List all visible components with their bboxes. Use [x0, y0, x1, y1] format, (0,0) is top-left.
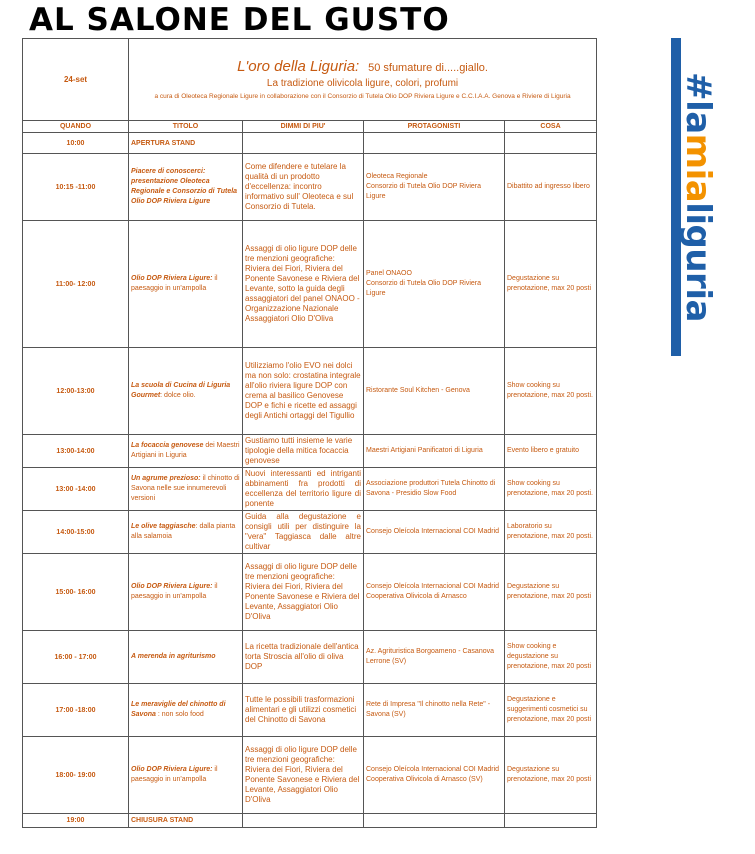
- time-cell: 10:00: [23, 133, 129, 154]
- title-cell: [129, 511, 243, 554]
- protagonists-cell: Rete di Impresa "Il chinotto nella Rete" - Savona (SV): [364, 684, 505, 737]
- title-cell: [129, 435, 243, 468]
- activity-cell: Degustazione su prenotazione, max 20 posti: [505, 737, 597, 814]
- title-cell: [129, 684, 243, 737]
- title-main: Un agrume prezioso:: [131, 475, 201, 482]
- details-cell: Assaggi di olio ligure DOP delle tre menzioni geografiche: Riviera dei Fiori, Riviera del Ponente Savonese e Riviera del Levante, sotto la guida degli assaggiatori del panel ONAOO - Organizzazione Nazionale Assaggiatori Olio D'Oliva: [243, 221, 364, 348]
- title-rest: dei Maestri Artigiani in Liguria: [131, 442, 240, 459]
- col-quando: QUANDO: [23, 121, 129, 133]
- event-subtitle: La tradizione olivicola ligure, colori, profumi: [266, 77, 459, 89]
- title-rest: il paesaggio in un'ampolla: [131, 583, 218, 600]
- event-date: 24-set: [23, 39, 129, 121]
- time-cell: 13:00 -14:00: [23, 468, 129, 511]
- col-protagonisti: PROTAGONISTI: [364, 121, 505, 133]
- protagonists-cell: Maestri Artigiani Panificatori di Liguria: [364, 435, 505, 468]
- activity-cell: Evento libero e gratuito: [505, 435, 597, 468]
- table-row: [23, 133, 597, 154]
- table-row: [23, 221, 597, 348]
- activity-cell: Degustazione e suggerimenti cosmetici su prenotazione, max 20 posti: [505, 684, 597, 737]
- title-main: La scuola di Cucina di Liguria Gourmet: [131, 382, 231, 399]
- col-cosa: COSA: [505, 121, 597, 133]
- empty-cell: [505, 814, 597, 828]
- title-main: Olio DOP Riviera Ligure:: [131, 766, 213, 773]
- table-row: [23, 511, 597, 554]
- title-rest: il paesaggio in un'ampolla: [131, 275, 218, 292]
- time-cell: 12:00-13:00: [23, 348, 129, 435]
- time-cell: 15:00- 16:00: [23, 554, 129, 631]
- schedule-table: [22, 38, 597, 828]
- protagonists-cell: Oleoteca Regionale Consorzio di Tutela Olio DOP Riviera Ligure: [364, 154, 505, 221]
- activity-cell: Show cooking su prenotazione, max 20 posti.: [505, 468, 597, 511]
- time-cell: 14:00-15:00: [23, 511, 129, 554]
- event-header: [129, 39, 597, 121]
- time-cell: 19:00: [23, 814, 129, 828]
- title-cell: [129, 737, 243, 814]
- table-row: [23, 154, 597, 221]
- col-titolo: TITOLO: [129, 121, 243, 133]
- status-cell: CHIUSURA STAND: [129, 814, 243, 828]
- protagonists-cell: Consejo Oleícola Internacional COI Madrid Cooperativa Olivicola di Arnasco: [364, 554, 505, 631]
- logo-liguria: liguria: [678, 202, 718, 322]
- table-row: [23, 814, 597, 828]
- title-cell: [129, 468, 243, 511]
- header-row: [23, 39, 597, 121]
- status-cell: APERTURA STAND: [129, 133, 243, 154]
- table-row: [23, 631, 597, 684]
- lamialiguria-logo: [671, 38, 718, 356]
- activity-cell: Show cooking e degustazione su prenotazione, max 20 posti: [505, 631, 597, 684]
- protagonists-cell: Az. Agrituristica Borgoameno - Casanova Lerrone (SV): [364, 631, 505, 684]
- title-rest: : dalla pianta alla salamoia: [131, 523, 236, 540]
- table-row: [23, 348, 597, 435]
- empty-cell: [505, 133, 597, 154]
- empty-cell: [364, 133, 505, 154]
- title-rest: il chinotto di Savona nelle sue innumerevoli versioni: [131, 475, 240, 502]
- title-cell: [129, 631, 243, 684]
- protagonists-cell: Ristorante Soul Kitchen - Genova: [364, 348, 505, 435]
- details-cell: Assaggi di olio ligure DOP delle tre menzioni geografiche: Riviera dei Fiori, Riviera del Ponente Savonese e Riviera del Levante, Assaggiatori Olio D'Oliva: [243, 554, 364, 631]
- logo-hash: #la: [678, 72, 718, 134]
- empty-cell: [243, 814, 364, 828]
- col-dimmi: DIMMI DI PIU': [243, 121, 364, 133]
- details-cell: Assaggi di olio ligure DOP delle tre menzioni geografiche: Riviera dei Fiori, Riviera del Ponente Savonese e Riviera del Levante, Assaggiatori Olio D'Oliva: [243, 737, 364, 814]
- protagonists-cell: Associazione produttori Tutela Chinotto di Savona - Presidio Slow Food: [364, 468, 505, 511]
- empty-cell: [364, 814, 505, 828]
- protagonists-cell: Panel ONAOO Consorzio di Tutela Olio DOP Riviera Ligure: [364, 221, 505, 348]
- details-cell: Nuovi interessanti ed intriganti abbinamenti fra prodotti di eccellenza del territorio ligure di ponente: [243, 468, 364, 511]
- details-cell: Gustiamo tutti insieme le varie tipologie della mitica focaccia genovese: [243, 435, 364, 468]
- time-cell: 17:00 -18:00: [23, 684, 129, 737]
- activity-cell: Show cooking su prenotazione, max 20 posti.: [505, 348, 597, 435]
- time-cell: 13:00-14:00: [23, 435, 129, 468]
- activity-cell: Laboratorio su prenotazione, max 20 posti.: [505, 511, 597, 554]
- table-row: [23, 737, 597, 814]
- table-row: [23, 684, 597, 737]
- title-main: La focaccia genovese: [131, 442, 204, 449]
- logo-mia: mia: [678, 133, 718, 203]
- time-cell: 18:00- 19:00: [23, 737, 129, 814]
- activity-cell: Dibattito ad ingresso libero: [505, 154, 597, 221]
- title-rest: : dolce olio.: [160, 392, 196, 399]
- table-row: [23, 554, 597, 631]
- title-rest: il paesaggio in un'ampolla: [131, 766, 218, 783]
- title-cell: [129, 154, 243, 221]
- title-main: Piacere di conoscerci: presentazione Oleoteca Regionale e Consorzio di Tutela Olio DOP Riviera Ligure: [131, 168, 238, 205]
- title-main: Olio DOP Riviera Ligure:: [131, 583, 213, 590]
- time-cell: 11:00- 12:00: [23, 221, 129, 348]
- title-main: Le meraviglie del chinotto di Savona: [131, 701, 226, 718]
- protagonists-cell: Consejo Oleícola Internacional COI Madrid: [364, 511, 505, 554]
- title-main: Olio DOP Riviera Ligure:: [131, 275, 213, 282]
- title-rest: : non solo food: [155, 711, 204, 718]
- title-main: Le olive taggiasche: [131, 523, 196, 530]
- activity-cell: Degustazione su prenotazione, max 20 posti: [505, 221, 597, 348]
- event-credit: a cura di Oleoteca Regionale Ligure in collaborazione con il Consorzio di Tutela Olio DOP Riviera Ligure e C.C.I.A.A. Genova e Riviere di Liguria: [154, 92, 571, 100]
- details-cell: Utilizziamo l'olio EVO nei dolci ma non solo: crostatina integrale all'olio riviera ligure DOP con crema al basilico Genovese DOP e fichi e ricette ed assaggi degli Antichi ortaggi del Tigullio: [243, 348, 364, 435]
- logo-hashtag: [678, 72, 718, 322]
- event-title-note: 50 sfumature di.....giallo.: [368, 61, 488, 74]
- details-cell: Tutte le possibili trasformazioni alimentari e gli utilizzi cosmetici del Chinotto di Savona: [243, 684, 364, 737]
- title-cell: [129, 221, 243, 348]
- title-cell: [129, 348, 243, 435]
- column-header-row: [23, 121, 597, 133]
- title-cell: [129, 554, 243, 631]
- empty-cell: [243, 133, 364, 154]
- protagonists-cell: Consejo Oleícola Internacional COI Madrid Cooperativa Olivicola di Arnasco (SV): [364, 737, 505, 814]
- title-main: A merenda in agriturismo: [131, 653, 216, 660]
- table-row: [23, 468, 597, 511]
- table-row: [23, 435, 597, 468]
- details-cell: Come difendere e tutelare la qualità di un prodotto d'eccellenza: incontro informativo sull' Oleoteca e sul Consorzio di Tutela.: [243, 154, 364, 221]
- page-title: AL SALONE DEL GUSTO: [29, 2, 450, 38]
- activity-cell: Degustazione su prenotazione, max 20 posti: [505, 554, 597, 631]
- time-cell: 16:00 - 17:00: [23, 631, 129, 684]
- time-cell: 10:15 -11:00: [23, 154, 129, 221]
- event-title: L'oro della Liguria:: [237, 57, 360, 75]
- details-cell: La ricetta tradizionale dell'antica torta Strosciа all'olio di oliva DOP: [243, 631, 364, 684]
- details-cell: Guida alla degustazione e consigli utili per distinguire la "vera" Taggiasca dalle altre cultivar: [243, 511, 364, 554]
